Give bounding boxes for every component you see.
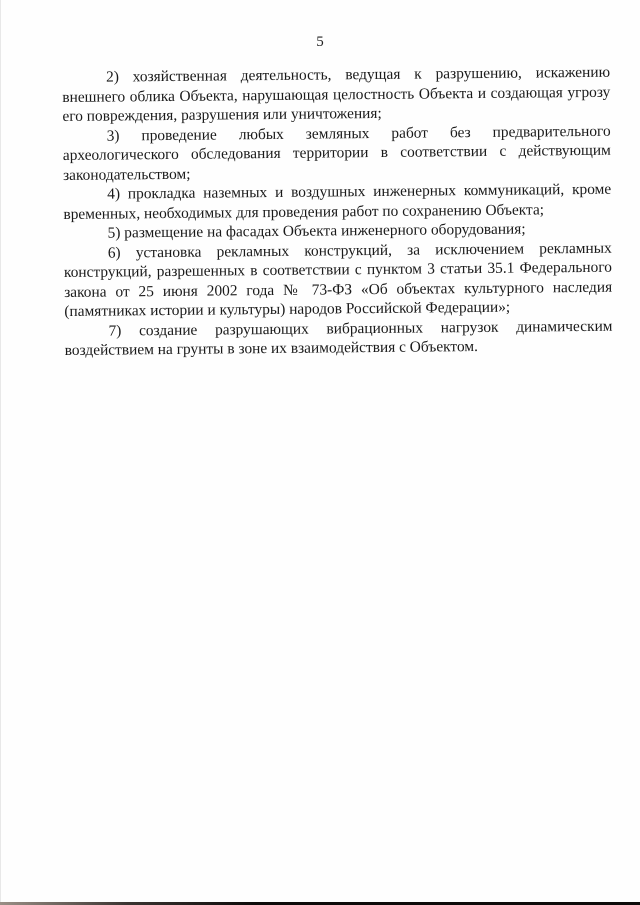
paragraph-line: (памятниках истории и культуры) народов Российской Федерации»; — [64, 298, 511, 320]
paragraph-line: 7) создание разрушающих вибрационных нагрузок динамическим — [108, 317, 613, 340]
list-item-2 — [62, 63, 611, 127]
scan-left-edge — [0, 0, 1, 905]
page-number: 5 — [316, 34, 324, 50]
list-item-4 — [63, 180, 611, 224]
paragraph-line: 4) прокладка наземных и воздушных инженерных коммуникаций, кроме — [107, 180, 612, 203]
list-item-6 — [64, 238, 613, 321]
list-item-3 — [63, 121, 612, 185]
paragraph-line: археологического обследования территории в соответствии с действующим — [62, 141, 611, 164]
paragraph-line: законодательством; — [62, 165, 191, 184]
paragraph-line: 3) проведение любых земляных работ без предварительного — [106, 122, 611, 145]
paragraph-line: 5) размещение на фасадах Объекта инженерного оборудования; — [107, 220, 526, 242]
list-item-7 — [64, 316, 612, 360]
paragraph-line: конструкций, разрешенных в соответствии с пунктом 3 статьи 35.1 Федерального — [63, 258, 613, 281]
paragraph-line: закона от 25 июня 2002 года № 73-ФЗ «Об объектах культурного наследия — [64, 278, 613, 301]
paragraph-line: 2) хозяйственная деятельность, ведущая к разрушению, искажению — [106, 63, 611, 86]
paragraph-line: 6) установка рекламных конструкций, за исключением рекламных — [107, 239, 612, 262]
paragraph-line: внешнего облика Объекта, нарушающая целостность Объекта и создающая угрозу — [62, 83, 611, 106]
paragraph-line: его повреждения, разрушения или уничтожения; — [62, 104, 382, 125]
paragraph-line: воздействием на грунты в зоне их взаимодействия с Объектом. — [64, 338, 478, 359]
document-body — [62, 63, 613, 361]
paragraph-line: временных, необходимых для проведения работ по сохранению Объекта; — [63, 200, 545, 223]
